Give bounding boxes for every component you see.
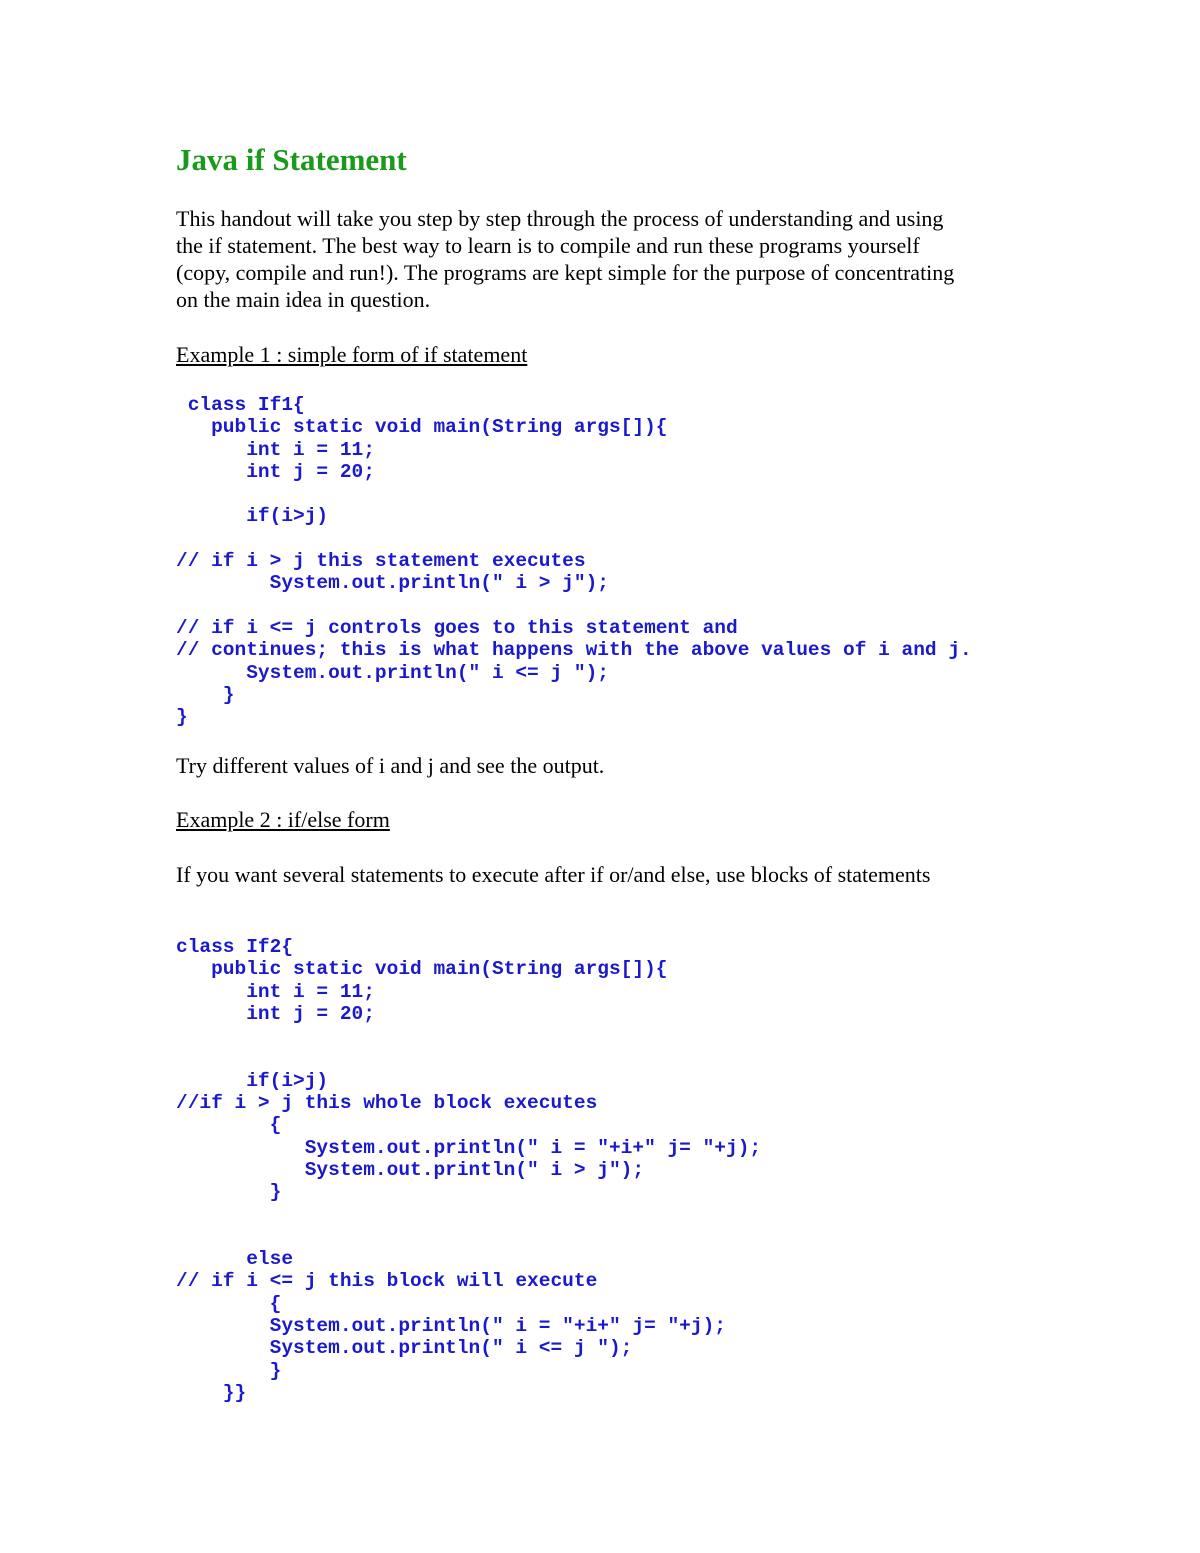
code-line: System.out.println(" i <= j "); xyxy=(176,1337,633,1360)
intro-line: (copy, compile and run!). The programs are kept simple for the purpose of concentrating xyxy=(176,260,955,285)
code-line: if(i>j) xyxy=(176,505,329,528)
example-2-code xyxy=(176,936,761,1404)
code-line: System.out.println(" i <= j "); xyxy=(176,661,609,684)
code-line: class If2{ xyxy=(176,936,294,958)
code-line: int i = 11; xyxy=(176,438,375,461)
code-line: if(i>j) xyxy=(176,1069,329,1092)
code-line xyxy=(176,1025,761,1047)
code-line xyxy=(176,1047,761,1069)
example-1-heading: Example 1 : simple form of if statement xyxy=(176,342,528,367)
code-line: class If1{ xyxy=(176,394,305,416)
example-1-note: Try different values of i and j and see the output. xyxy=(176,753,605,778)
code-line: } xyxy=(176,706,188,729)
code-line: public static void main(String args[]){ xyxy=(176,958,668,981)
code-line: System.out.println(" i = "+i+" j= "+j); xyxy=(176,1315,726,1338)
code-line: else xyxy=(176,1248,294,1271)
example-2-heading: Example 2 : if/else form xyxy=(176,807,390,832)
code-line: int j = 20; xyxy=(176,1002,375,1025)
code-line xyxy=(176,595,972,617)
intro-line: This handout will take you step by step through the process of understanding and using xyxy=(176,206,944,231)
code-line xyxy=(176,528,972,550)
code-line: } xyxy=(176,1181,282,1204)
code-line: System.out.println(" i > j"); xyxy=(176,1158,645,1181)
intro-line: the if statement. The best way to learn is to compile and run these programs yourself xyxy=(176,233,920,258)
code-line: // if i > j this statement executes xyxy=(176,550,586,573)
code-line xyxy=(176,1226,761,1248)
code-line: // if i <= j this block will execute xyxy=(176,1270,598,1293)
intro-line: on the main idea in question. xyxy=(176,287,431,312)
code-line: { xyxy=(176,1292,282,1315)
code-line: int j = 20; xyxy=(176,460,375,483)
code-line: // continues; this is what happens with the above values of i and j. xyxy=(176,639,972,662)
code-line: //if i > j this whole block executes xyxy=(176,1092,598,1115)
code-line: public static void main(String args[]){ xyxy=(176,416,668,439)
code-line: } xyxy=(176,683,235,706)
example-2-intro: If you want several statements to execute after if or/and else, use blocks of statements xyxy=(176,862,931,887)
code-line: } xyxy=(176,1359,282,1382)
code-line: System.out.println(" i > j"); xyxy=(176,572,609,595)
code-line xyxy=(176,1204,761,1226)
code-line: System.out.println(" i = "+i+" j= "+j); xyxy=(176,1136,762,1159)
code-line: { xyxy=(176,1114,282,1137)
code-line xyxy=(176,483,972,505)
example-1-code xyxy=(176,394,972,728)
code-line: // if i <= j controls goes to this statement and xyxy=(176,616,738,639)
code-line: int i = 11; xyxy=(176,980,375,1003)
page-title: Java if Statement xyxy=(176,142,407,177)
intro-paragraph xyxy=(176,205,954,313)
code-line: }} xyxy=(176,1381,247,1404)
